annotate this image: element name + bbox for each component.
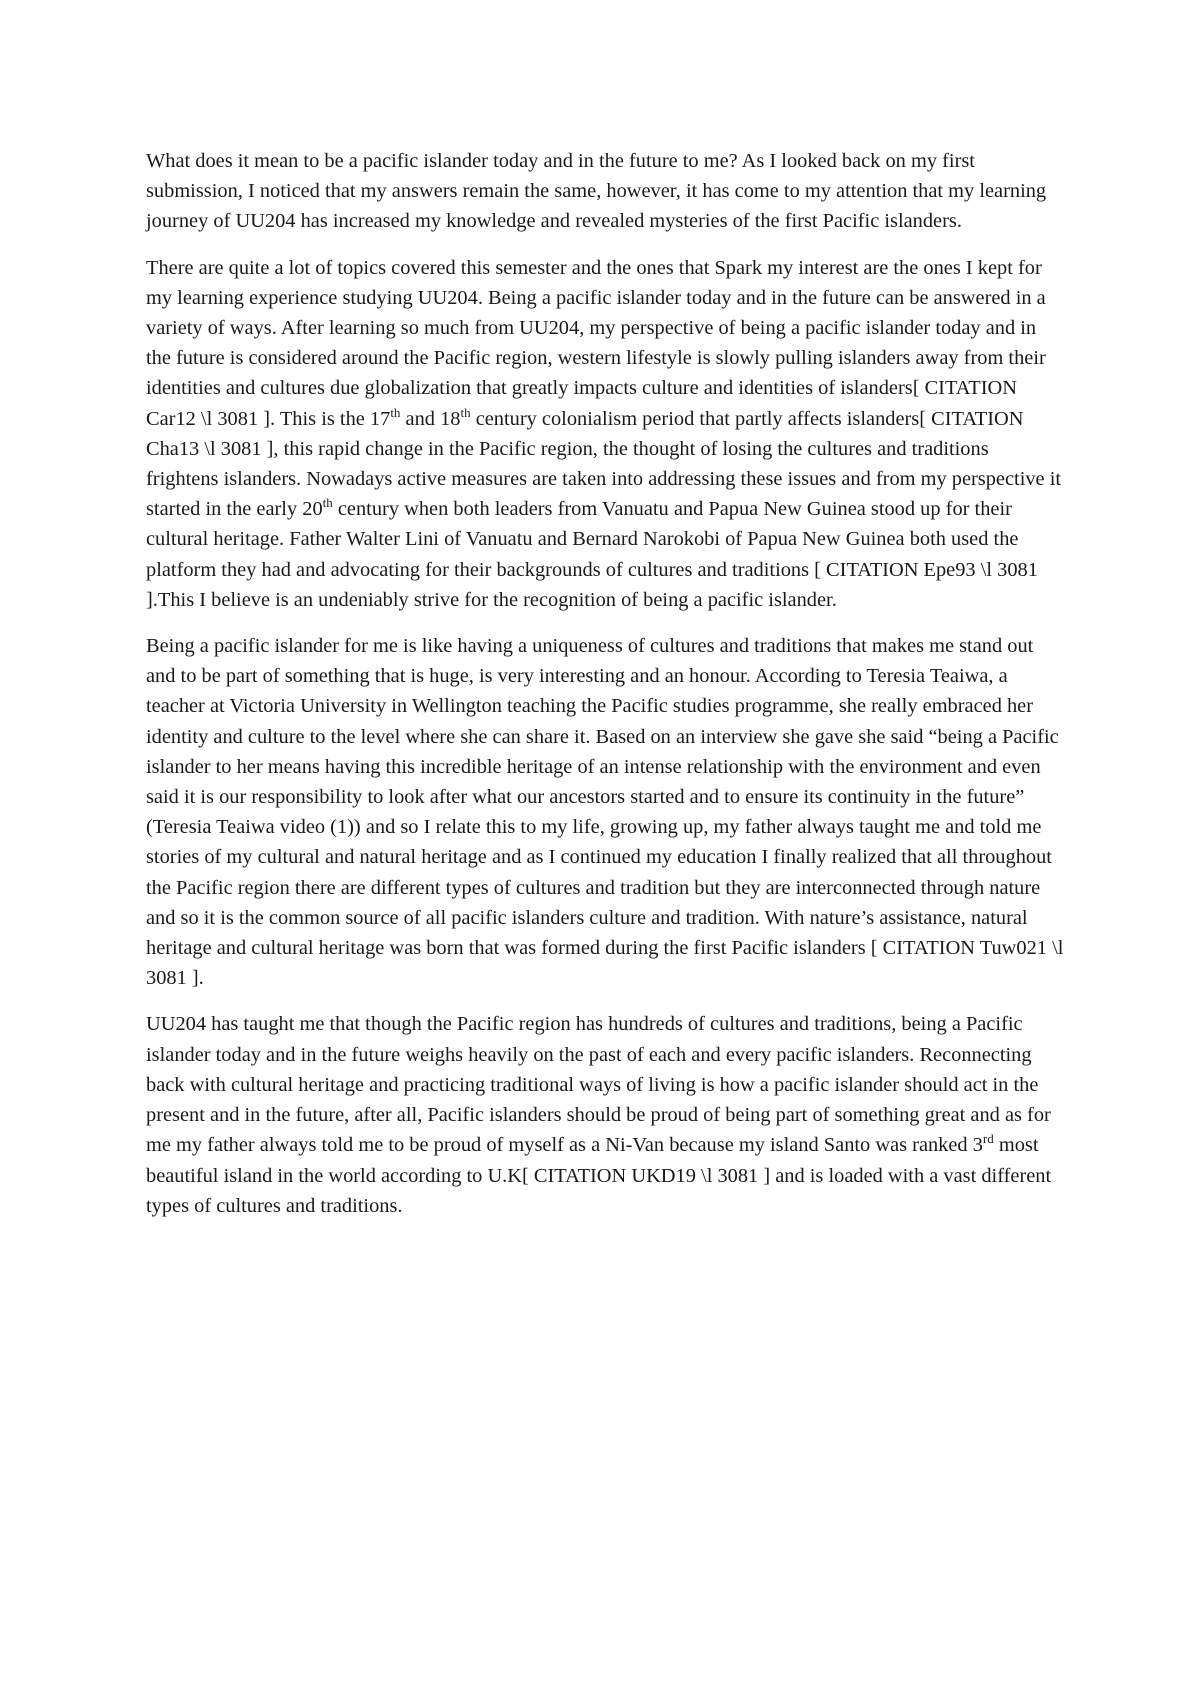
text-run: century colonialism period that partly affects islanders[ CITATION Cha13 \l 3081 ], this rapid change in the Pacific region, the thought of losing the cultures and traditions frightens islanders. Nowadays active measures are taken into addressing these issues and from my perspective it started in the early 20 [146,407,1062,521]
text-run: What does it mean to be a pacific islander today and in the future to me? As I looked back on my first submission, I noticed that my answers remain the same, however, it has come to my attention that my learning journey of UU204 has increased my knowledge and revealed mysteries of the first Pacific islanders. [146,150,1047,233]
text-run: UU204 has taught me that though the Pacific region has hundreds of cultures and traditions, being a Pacific islander today and in the future weighs heavily on the past of each and every pacific islanders. Reconnecting back with cultural heritage and practicing traditional ways of living is how a pacific islander should act in the present and in the future, after all, Pacific islanders should be proud of being part of something great and as for me my father always told me to be proud of myself as a Ni-Van because my island Santo was ranked 3 [146,1013,1051,1157]
text-run: century when both leaders from Vanuatu and Papua New Guinea stood up for their cultural heritage. Father Walter Lini of Vanuatu and Bernard Narokobi of Papua New Guinea both used the platform they had and advocating for their backgrounds of cultures and traditions [ CITATION Epe93 \l 3081 ].This I believe is an undeniably strive for the recognition of being a pacific islander. [146,498,1038,611]
paragraph-2 [146,253,1064,615]
text-run: Being a pacific islander for me is like having a uniqueness of cultures and traditions that makes me stand out and to be part of something that is huge, is very interesting and an honour. According to Teresia Teaiwa, a teacher at Victoria University in Wellington teaching the Pacific studies programme, she really embraced her identity and culture to the level where she can share it. Based on an interview she gave she said “being a Pacific islander to her means having this incredible heritage of an intense relationship with the environment and even said it is our responsibility to look after what our ancestors started and to ensure its continuity in the future” (Teresia Teaiwa video (1)) and so I relate this to my life, growing up, my father always taught me and told me stories of my cultural and natural heritage and as I continued my education I finally realized that all throughout the Pacific region there are different types of cultures and tradition but they are interconnected through nature and so it is the common source of all pacific islanders culture and tradition. With nature’s assistance, natural heritage and cultural heritage was born that was formed during the first Pacific islanders [ CITATION Tuw021 \l 3081 ]. [146,635,1064,990]
paragraph-1 [146,146,1064,237]
text-run: and 18 [400,407,461,430]
paragraph-3 [146,631,1064,993]
text-run: most beautiful island in the world according to U.K[ CITATION UKD19 \l 3081 ] and is loaded with a vast different types of cultures and traditions. [146,1134,1052,1217]
superscript-ordinal: th [390,404,401,420]
superscript-ordinal: rd [982,1131,994,1147]
paragraph-4 [146,1009,1064,1220]
text-run: There are quite a lot of topics covered this semester and the ones that Spark my interest are the ones I kept for my learning experience studying UU204. Being a pacific islander today and in the future can be answered in a variety of ways. After learning so much from UU204, my perspective of being a pacific islander today and in the future is considered around the Pacific region, western lifestyle is slowly pulling islanders away from their identities and cultures due globalization that greatly impacts culture and identities of islanders[ CITATION Car12 \l 3081 ]. This is the 17 [146,256,1046,430]
document-body [146,146,1064,1237]
superscript-ordinal: th [460,404,471,420]
superscript-ordinal: th [322,495,333,511]
